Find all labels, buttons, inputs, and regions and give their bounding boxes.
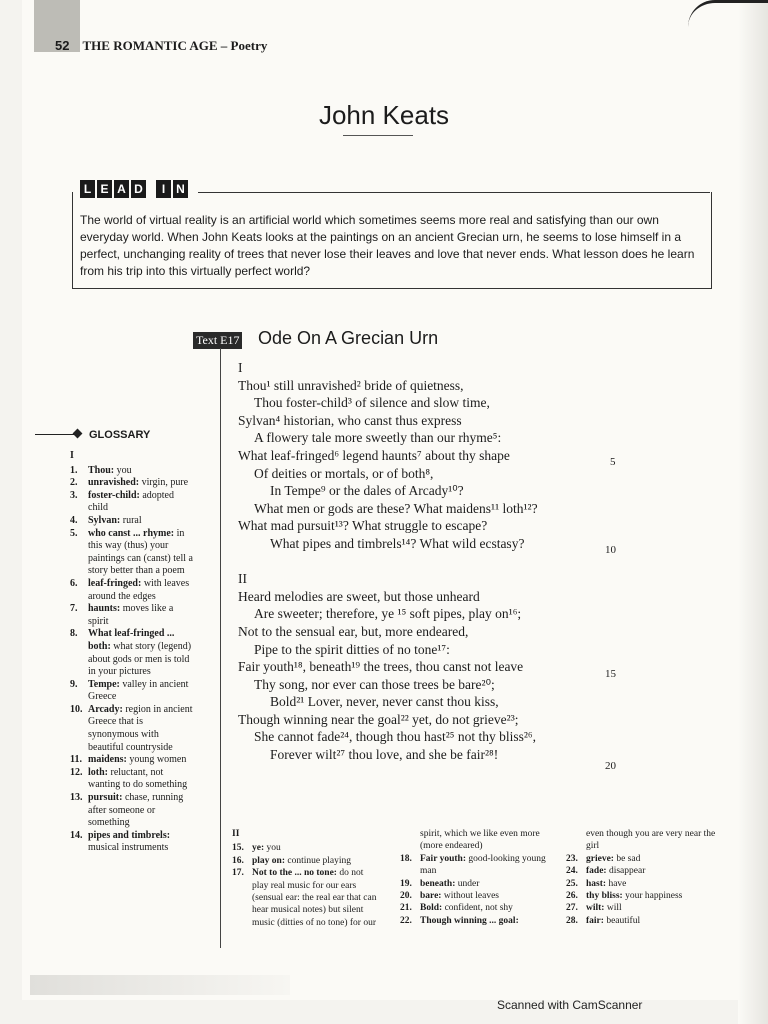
poem-line: Are sweeter; therefore, ye ¹⁵ soft pipes, play on¹⁶; (254, 606, 522, 622)
glossary-section: I (70, 450, 74, 461)
item-text (88, 628, 194, 678)
leadin-letter: I (156, 180, 171, 198)
item-text (88, 679, 194, 704)
poem-line: Thou¹ still unravished² bride of quietness, (238, 377, 464, 393)
glossary-item (70, 528, 194, 578)
poem-line: Of deities or mortals, or of both⁸, (254, 465, 434, 481)
glossary-item (70, 704, 194, 754)
footnote-continuation: even though you are very near the girl (586, 829, 716, 852)
running-header (55, 38, 267, 54)
item-definition: region in ancient Greece that is synonymous with beautiful countryside (88, 703, 193, 753)
poem-line: Forever wilt²⁷ thou love, and she be fair²⁸! (270, 747, 499, 763)
item-text (420, 915, 519, 927)
glossary-rule (35, 434, 75, 435)
item-text (252, 855, 351, 867)
glossary-item (70, 603, 194, 628)
item-number: 4. (70, 514, 78, 526)
item-term: Thou: (88, 464, 115, 476)
item-text (88, 465, 132, 478)
item-definition: what story (legend) about gods or men is told in your pictures (88, 640, 192, 678)
line-number: 20 (605, 760, 616, 772)
poem-body (238, 360, 538, 765)
poem-line: Thou foster-child³ of silence and slow time, (254, 395, 490, 411)
item-number: 11. (70, 754, 82, 766)
glossary-item (70, 754, 194, 767)
item-number: 3. (70, 489, 78, 501)
item-text (586, 902, 622, 914)
item-text (420, 878, 479, 890)
glossary-item (400, 853, 550, 878)
item-definition: good-looking young man (420, 853, 546, 877)
item-text (88, 704, 194, 754)
footnote-section: II (232, 829, 240, 839)
item-term: unravished: (88, 477, 140, 489)
item-definition: reluctant, not wanting to do something (88, 766, 188, 791)
item-definition: valley in ancient Greece (88, 678, 189, 703)
item-number: 25. (566, 878, 578, 889)
item-definition: young women (126, 754, 187, 766)
item-definition: in this way (thus) your paintings can (canst) tell a story better than a poem (88, 527, 193, 577)
leadin-badge (80, 180, 188, 198)
item-term: ye: (252, 843, 265, 854)
item-term: beneath: (420, 878, 456, 889)
poem-line: In Tempe⁹ or the dales of Arcady¹⁰? (270, 483, 464, 499)
item-text (88, 767, 194, 792)
item-definition: confident, not shy (442, 903, 513, 914)
leadin-letter: L (80, 180, 95, 198)
item-definition: virgin, pure (139, 477, 189, 489)
glossary-item (70, 628, 194, 678)
glossary-item (400, 902, 550, 914)
item-term: Sylvan: (88, 514, 121, 526)
item-definition: have (606, 878, 627, 889)
poem-line: Bold²¹ Lover, never, never canst thou kiss, (270, 694, 499, 710)
item-number: 19. (400, 878, 412, 889)
text-label-badge: Text E17 (193, 332, 242, 349)
glossary-item (232, 842, 382, 854)
item-number: 23. (566, 853, 578, 864)
item-term: haunts: (88, 603, 121, 615)
item-term: Not to the ... no tone: (252, 868, 337, 879)
poem-line: Fair youth¹⁸, beneath¹⁹ the trees, thou canst not leave (238, 659, 524, 675)
glossary-item (70, 792, 194, 830)
author-title: John Keats (318, 100, 450, 130)
glossary-item (566, 890, 716, 902)
item-number: 8. (70, 628, 78, 640)
item-text (88, 754, 186, 767)
item-term: Arcady: (88, 703, 123, 715)
poem-line: Thy song, nor ever can those trees be bare²⁰; (254, 676, 495, 692)
glossary-item (232, 867, 382, 929)
glossary-item (70, 830, 194, 855)
stanza-number: II (238, 571, 247, 587)
item-term: loth: (88, 766, 108, 778)
poem-line: Pipe to the spirit ditties of no tone¹⁷: (254, 641, 450, 657)
item-text (88, 830, 194, 855)
item-number: 22. (400, 915, 412, 926)
poem-line: Heard melodies are sweet, but those unheard (238, 588, 480, 604)
poem-line: What mad pursuit¹³? What struggle to escape? (238, 518, 488, 534)
watermark-text: Scanned with CamScanner (497, 998, 643, 1012)
title-underline (343, 135, 413, 136)
item-definition: disappear (606, 866, 646, 877)
item-text (420, 890, 499, 902)
item-term: pipes and timbrels: (88, 829, 171, 841)
item-term: fade: (586, 866, 607, 877)
item-text (586, 878, 626, 890)
poem-title: Ode On A Grecian Urn (258, 328, 439, 348)
page-curl (688, 0, 768, 27)
item-number: 18. (400, 853, 412, 864)
line-number: 10 (605, 544, 616, 556)
glossary-item (566, 878, 716, 890)
item-term: grieve: (586, 853, 614, 864)
item-definition: adopted child (88, 489, 174, 514)
item-term: bare: (420, 891, 442, 902)
footnotes-col3 (566, 828, 716, 927)
item-text (586, 890, 682, 902)
glossary-item (566, 915, 716, 927)
item-definition: chase, running after someone or something (88, 792, 184, 829)
leadin-gap (148, 180, 154, 198)
item-text (88, 477, 188, 490)
item-text (88, 528, 194, 578)
item-number: 7. (70, 603, 78, 615)
item-definition: your happiness (622, 891, 683, 902)
item-term: What leaf-fringed ... both: (88, 628, 175, 652)
item-number: 9. (70, 678, 78, 690)
glossary-heading: GLOSSARY (89, 429, 151, 441)
item-definition: do not play real music for our ears (sensual ear: the real ear that can hear musical notes) but silent music (ditties of no tone) for our (252, 868, 377, 928)
leadin-letter: D (131, 180, 146, 198)
item-text (88, 490, 194, 515)
glossary-item (70, 465, 194, 478)
footnotes-col2 (400, 828, 550, 927)
glossary-item (400, 878, 550, 890)
item-text (88, 603, 194, 628)
item-definition: rural (120, 514, 142, 526)
line-number: 5 (610, 456, 616, 468)
poem-line: She cannot fade²⁴, though thou hast²⁵ not thy bliss²⁶, (254, 729, 536, 745)
poem-line: Not to the sensual ear, but, more endeared, (238, 623, 469, 639)
item-number: 26. (566, 891, 578, 902)
glossary-list (70, 450, 194, 855)
glossary-item (70, 767, 194, 792)
item-term: maidens: (88, 754, 127, 766)
item-definition: you (264, 843, 281, 854)
item-term: hast: (586, 878, 607, 889)
item-text (586, 915, 640, 927)
item-definition: be sad (613, 853, 641, 864)
item-definition: continue playing (285, 855, 351, 866)
leadin-letter: E (97, 180, 112, 198)
poem-line: What pipes and timbrels¹⁴? What wild ecstasy? (270, 535, 525, 551)
item-number: 15. (232, 843, 244, 854)
item-term: wilt: (586, 903, 605, 914)
item-definition: under (455, 878, 480, 889)
item-term: who canst ... rhyme: (88, 527, 175, 539)
item-term: fair: (586, 915, 604, 926)
item-term: Fair youth: (420, 853, 467, 864)
stanza-number: I (238, 360, 243, 375)
section-title: THE ROMANTIC AGE – Poetry (82, 38, 268, 53)
item-number: 10. (70, 703, 83, 715)
item-number: 27. (566, 903, 578, 914)
item-number: 2. (70, 477, 78, 489)
glossary-item (400, 890, 550, 902)
item-term: Tempe: (88, 678, 120, 690)
item-number: 21. (400, 903, 412, 914)
poem-line: Sylvan⁴ historian, who canst thus express (238, 412, 462, 428)
item-definition: without leaves (441, 891, 499, 902)
item-term: thy bliss: (586, 891, 623, 902)
item-number: 13. (70, 792, 83, 804)
glossary-item (70, 578, 194, 603)
item-term: Bold: (420, 903, 443, 914)
line-number: 15 (605, 668, 616, 680)
leadin-letter: A (114, 180, 129, 198)
page-number: 52 (55, 38, 70, 53)
item-term: foster-child: (88, 489, 140, 501)
leadin-top-rule (198, 192, 710, 193)
item-number: 12. (70, 766, 83, 778)
item-number: 5. (70, 527, 78, 539)
page-edge-shadow (738, 0, 768, 1024)
glossary-item (70, 490, 194, 515)
item-text (420, 902, 513, 914)
item-text (252, 867, 382, 929)
item-number: 16. (232, 855, 244, 866)
leadin-letter: N (173, 180, 188, 198)
item-text (88, 792, 194, 830)
item-definition: moves like a spirit (88, 603, 174, 627)
footnotes-col1 (232, 828, 382, 929)
leadin-text: The world of virtual reality is an artificial world which sometimes seems more real and satisfying than our own everyday world. When John Keats looks at the paintings on an ancient Grecian urn, he seems to lose himself in a perfect, unchanging reality of trees that never lose their leaves and love that never ends. What lesson does he learn from his trip into this virtually perfect world? (80, 213, 695, 278)
glossary-item (232, 855, 382, 867)
item-number: 1. (70, 464, 78, 476)
item-term: leaf-fringed: (88, 577, 142, 589)
item-definition: beautiful (603, 915, 641, 926)
item-number: 24. (566, 866, 578, 877)
poem-line: What leaf-fringed⁶ legend haunts⁷ about thy shape (238, 447, 510, 463)
item-text (420, 853, 550, 878)
item-definition: you (114, 464, 132, 476)
glossary-item (400, 915, 550, 927)
item-text (88, 578, 194, 603)
item-definition: musical instruments (88, 842, 169, 854)
poem-line: What men or gods are these? What maidens¹¹ loth¹²? (254, 500, 538, 516)
glossary-item (566, 865, 716, 877)
item-number: 28. (566, 915, 578, 926)
item-number: 6. (70, 577, 78, 589)
glossary-item (70, 679, 194, 704)
item-term: pursuit: (88, 792, 123, 804)
item-definition: with leaves around the edges (88, 577, 190, 602)
poem-line: Though winning near the goal²² yet, do not grieve²³; (238, 711, 519, 727)
scan-shadow (30, 975, 290, 995)
poem-line: A flowery tale more sweetly than our rhyme⁵: (254, 430, 502, 446)
item-text (88, 515, 142, 528)
item-text (252, 842, 281, 854)
item-number: 14. (70, 829, 83, 841)
glossary-item (70, 477, 194, 490)
item-number: 17. (232, 868, 244, 879)
item-term: Though winning ... goal: (420, 915, 519, 926)
glossary-item (566, 902, 716, 914)
glossary-item (566, 853, 716, 865)
item-text (586, 853, 640, 865)
item-term: play on: (252, 855, 285, 866)
glossary-item (70, 515, 194, 528)
item-definition: will (604, 903, 622, 914)
footnote-continuation: spirit, which we like even more (more endeared) (420, 829, 540, 852)
item-text (586, 865, 645, 877)
column-divider (220, 348, 221, 948)
item-number: 20. (400, 891, 412, 902)
